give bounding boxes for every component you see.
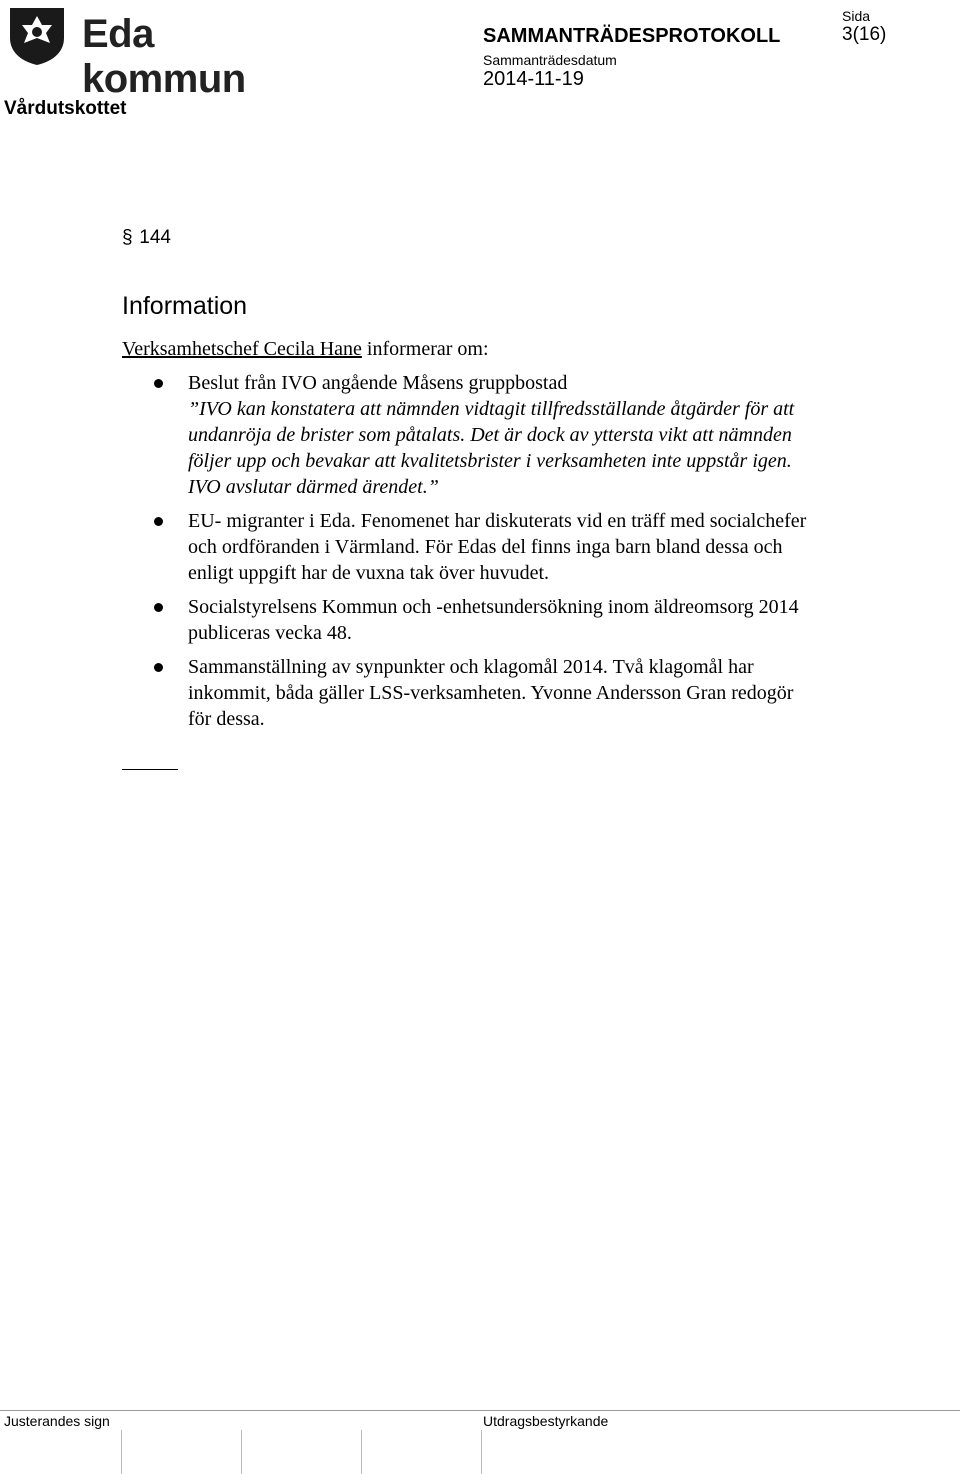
list-item-text: EU- migranter i Eda. Fenomenet har diskuterats vid en träff med socialchefer och ordföranden i Värmland. För Edas del finns inga barn bland dessa och enligt uppgift har de vuxna tak över huvudet.: [188, 510, 807, 584]
presenter-name: Verksamhetschef Cecila Hane: [122, 338, 362, 360]
eda-kommun-logo: [6, 4, 306, 101]
bullet-icon: [154, 603, 163, 612]
section-sign-icon: §: [122, 227, 133, 248]
list-item: [150, 654, 810, 732]
document-type: SAMMANTRÄDESPROTOKOLL: [483, 25, 781, 47]
bullet-icon: [154, 379, 163, 388]
bullet-icon: [154, 663, 163, 672]
list-item-quote: ”IVO kan konstatera att nämnden vidtagit tillfredsställande åtgärder för att undanröja de brister som påtalats. Det är dock av yttersta vikt att nämnden följer upp och bevakar att kvalitetsbrister i verksamheten inte uppstår igen. IVO avslutar därmed ärendet.”: [188, 398, 795, 498]
meeting-date: 2014-11-19: [483, 68, 584, 90]
signature-box-divider: [241, 1430, 242, 1474]
committee-name: Vårdutskottet: [4, 98, 127, 119]
paragraph-number: [122, 227, 171, 249]
section-intro: [122, 336, 489, 362]
page-label: Sida: [842, 8, 871, 24]
section-end-divider: [122, 769, 178, 770]
municipal-shield-icon: [6, 4, 68, 66]
intro-text: informerar om:: [361, 338, 489, 360]
certification-label: Utdragsbestyrkande: [483, 1413, 609, 1429]
list-item-text: Sammanställning av synpunkter och klagomål 2014. Två klagomål har inkommit, båda gäller LSS-verksamheten. Yvonne Andersson Gran redogör för dessa.: [188, 656, 794, 730]
page-number: 3(16): [842, 24, 887, 45]
list-item-text: Socialstyrelsens Kommun och -enhetsundersökning inom äldreomsorg 2014 publiceras vecka 48.: [188, 596, 799, 644]
section-heading: Information: [122, 292, 248, 320]
meeting-date-label: Sammanträdesdatum: [483, 52, 617, 68]
list-item-text: Beslut från IVO angående Måsens gruppbostad: [188, 372, 568, 394]
list-item: [150, 508, 810, 586]
signature-box-divider: [361, 1430, 362, 1474]
footer-divider: [0, 1410, 960, 1411]
list-item: [150, 370, 810, 500]
signature-box-divider: [481, 1430, 482, 1474]
list-item: [150, 594, 810, 646]
signature-label: Justerandes sign: [4, 1413, 110, 1429]
signature-box-divider: [121, 1430, 122, 1474]
paragraph-number-value: 144: [139, 227, 171, 248]
information-list: [150, 370, 810, 740]
bullet-icon: [154, 517, 163, 526]
logo-wordmark: Eda kommun: [82, 12, 246, 101]
